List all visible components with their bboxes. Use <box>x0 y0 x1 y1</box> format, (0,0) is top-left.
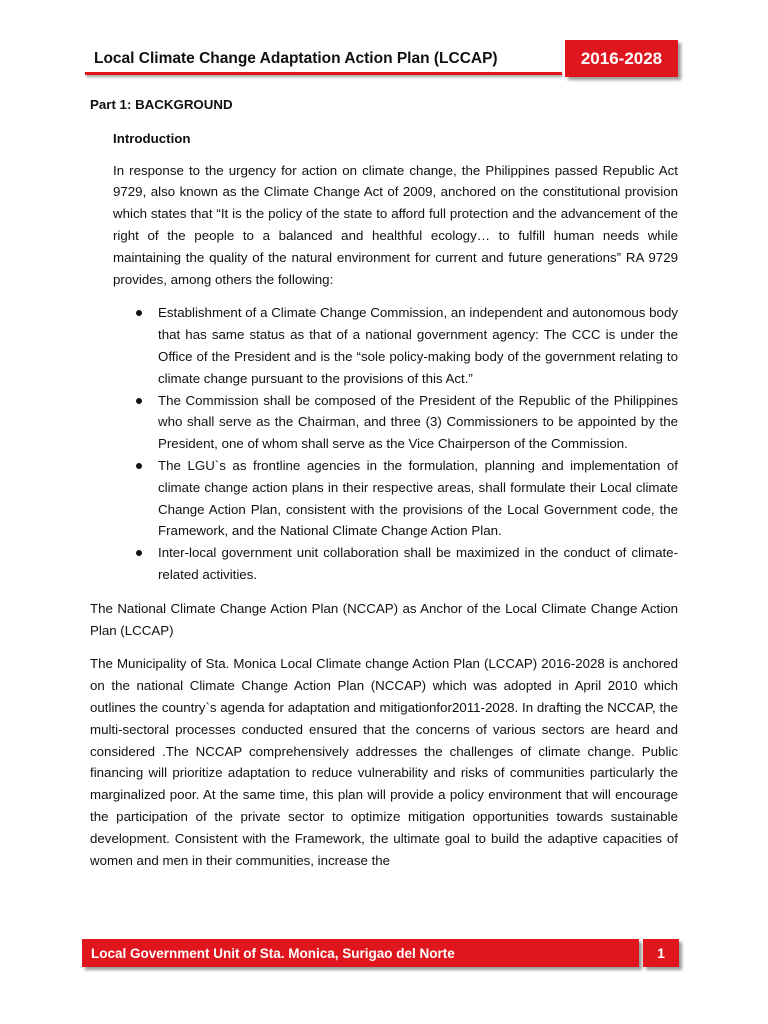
part-heading: Part 1: BACKGROUND <box>90 97 233 112</box>
footer-unit-name: Local Government Unit of Sta. Monica, Surigao del Norte <box>82 939 639 967</box>
page-header <box>0 0 768 90</box>
list-item-text: The Commission shall be composed of the President of the Republic of the Philippines who shall serve as the Chairman, and three (3) Commissioners to be appointed by the President, one of whom shall serve as the Vice Chairperson of the Commission. <box>158 392 678 452</box>
provisions-list <box>90 302 678 585</box>
list-item-text: Inter-local government unit collaboration shall be maximized in the conduct of climate-related activities. <box>158 545 678 582</box>
list-item-text: Establishment of a Climate Change Commission, an independent and autonomous body that has same status as that of a national government agency: The CCC is under the Office of the President and is the “sole policy-making body of the government relating to climate change pursuant to the provisions of this Act.” <box>158 305 678 386</box>
page-content <box>90 94 678 871</box>
list-item <box>158 302 678 389</box>
page-footer <box>82 939 682 969</box>
nccap-paragraph: The Municipality of Sta. Monica Local Climate change Action Plan (LCCAP) 2016-2028 is anchored on the national Climate Change Action Plan (NCCAP) which was adopted in April 2010 which outlines the country`s agenda for adaptation and mitigationfor2011-2028. In drafting the NCCAP, the multi-sectoral processes conducted ensured that the concerns of various sectors are heard and considered .The NCCAP comprehensively addresses the challenges of climate change. Public financing will prioritize adaptation to reduce vulnerability and risks of communities particularly the marginalized poor. At the same time, this plan will provide a policy environment that will encourage the participation of the private sector to optimize mitigation opportunities towards sustainable development. Consistent with the Framework, the ultimate goal to build the adaptive capacities of women and men in their communities, increase the <box>90 656 678 868</box>
bullet-icon <box>136 398 142 404</box>
nccap-heading: The National Climate Change Action Plan (NCCAP) as Anchor of the Local Climate Change Action Plan (LCCAP) <box>90 600 678 638</box>
document-title: Local Climate Change Adaptation Action Plan (LCCAP) <box>94 50 498 67</box>
year-range-badge: 2016-2028 <box>565 40 678 77</box>
header-rule <box>85 72 562 75</box>
bullet-icon <box>136 463 142 469</box>
intro-paragraph: In response to the urgency for action on climate change, the Philippines passed Republic Act 9729, also known as the Climate Change Act of 2009, anchored on the constitutional provision which states that “It is the policy of the state to afford full protection and the advancement of the right of the people to a balanced and healthful ecology… to fulfill human needs while maintaining the quality of the natural environment for current and future generations” RA 9729 provides, among others the following: <box>113 162 678 287</box>
list-item <box>158 542 678 586</box>
bullet-icon <box>136 550 142 556</box>
list-item <box>158 455 678 542</box>
list-item <box>158 390 678 455</box>
list-item-text: The LGU`s as frontline agencies in the formulation, planning and implementation of climate change action plans in their respective areas, shall formulate their Local climate Change Action Plan, consistent with the provisions of the Local Government code, the Framework, and the National Climate Change Action Plan. <box>158 457 678 539</box>
bullet-icon <box>136 310 142 316</box>
page-number: 1 <box>643 939 679 967</box>
section-heading-introduction: Introduction <box>113 130 191 146</box>
